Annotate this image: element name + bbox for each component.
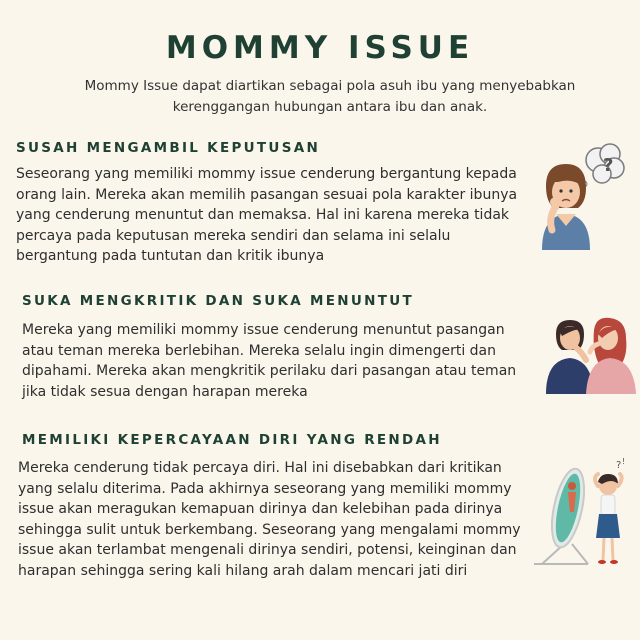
svg-text:?: ? [603,155,614,176]
section-heading-susah-mengambil-keputusan: SUSAH MENGAMBIL KEPUTUSAN [16,140,321,156]
section-body-susah-mengambil-keputusan: Seseorang yang memiliki mommy issue cenderung bergantung kepada orang lain. Mereka akan memilih pasangan sesuai pola karakter ibunya yang cenderung menuntut dan memaksa. Hal ini karena mereka tidak percaya pada keputusan mereka sendiri dan selama ini selalu bergantung pada tuntutan dan kritik ibunya [16,166,518,264]
intro-text: Mommy Issue dapat diartikan sebagai pola asuh ibu yang menyebabkan kerenggangan hubungan antara ibu dan anak. [84,78,576,115]
section-body-kepercayaan-diri-rendah: Mereka cenderung tidak percaya diri. Hal ini disebabkan dari kritikan yang selalu diterima. Pada akhirnya seseorang yang memiliki mommy issue akan meragukan kemapuan dirinya dan kelebihan pada dirinya sehingga sulit untuk berkembang. Seseorang yang mengalami mommy issue akan terlambat mengenali dirinya sendiri, potensi, keinginan dan harapan sehingga sering kali hilang arah dalam mencari jati diri [18,460,521,579]
section-heading-kepercayaan-diri-rendah: MEMILIKI KEPERCAYAAN DIRI YANG RENDAH [22,432,442,448]
two-women-whispering-icon [540,316,636,394]
section-heading-suka-mengkritik: SUKA MENGKRITIK DAN SUKA MENUNTUT [22,293,415,309]
confused-person-icon [528,138,628,250]
section-body-suka-mengkritik: Mereka yang memiliki mommy issue cenderung menuntut pasangan atau teman mereka berlebihan. Mereka selalu ingin dimengerti dan dipahami. Mereka akan mengkritik perilaku dari pasangan atau teman jika tidak sesua dengan harapan mereka [22,322,517,400]
woman-at-mirror-icon [528,456,628,568]
svg-text:?: ? [616,460,622,471]
page-title: MOMMY ISSUE [165,30,475,66]
svg-text:!: ! [622,457,626,466]
